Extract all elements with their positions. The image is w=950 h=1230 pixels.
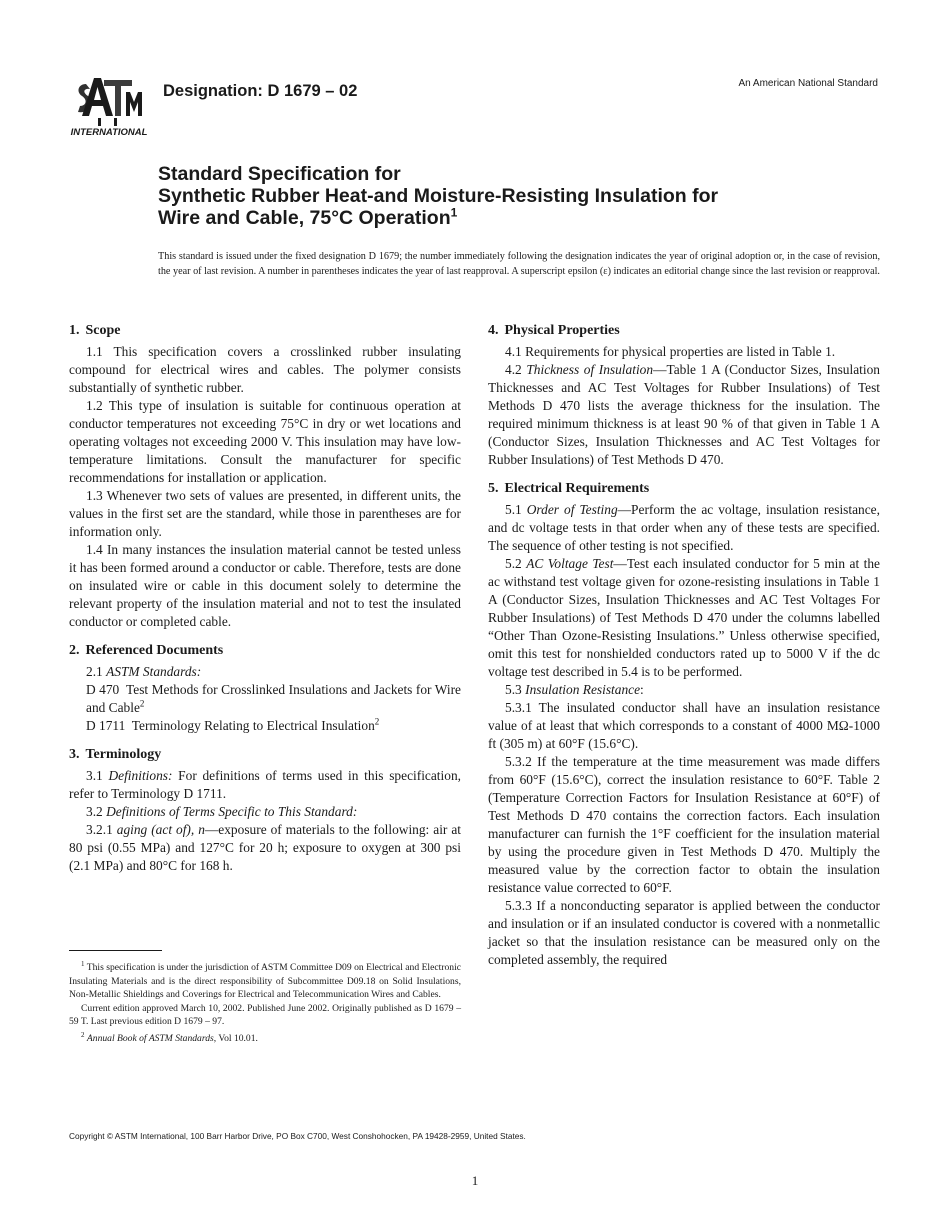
section-terminology [69, 746, 461, 875]
paragraph: 3.1 Definitions: For definitions of terms used in this specification, refer to Terminology D 1711. [69, 768, 461, 801]
right-column [488, 322, 880, 980]
footnote-2: $^2$ Annual Book of ASTM Standards, Vol 10.01. [81, 1030, 258, 1044]
section-heading: 5. Electrical Requirements [488, 481, 650, 496]
left-column [69, 322, 461, 886]
astm-emblem-icon [78, 78, 142, 126]
logo-wordmark: INTERNATIONAL [70, 127, 148, 138]
reference-item: D 1711 Terminology Relating to Electrical Insulation$^2$ [86, 716, 380, 733]
paragraph: 3.2.1 aging (act of), n—exposure of materials to the following: air at 80 psi (0.55 MPa) and 127°C for 20 h; exposure to oxygen at 300 psi (2.1 MPa) and 80°C for 168 h. [69, 822, 461, 873]
footnote-1-edition: Current edition approved March 10, 2002. Published June 2002. Originally published as D 1679 – 59 T. Last previous edition D 1679 – 97. [69, 1002, 461, 1028]
footnotes [69, 958, 461, 1045]
copyright-notice: Copyright © ASTM International, 100 Barr Harbor Drive, PO Box C700, West Conshohocken, PA 19428-2959, United States. [69, 1131, 526, 1141]
paragraph: 4.2 Thickness of Insulation—Table 1 A (Conductor Sizes, Insulation Thicknesses and AC Test Voltages for Rubber Insulations) of Test Methods D 470 lists the average thickness for the insulation. The required minimum thickness is at least 90 % of that given in Table 1 A (Conductor Sizes, Insulation Thicknesses and AC Test Voltages for Rubber Insulations) of Test Methods D 470. [488, 362, 880, 467]
paragraph: 1.3 Whenever two sets of values are presented, in different units, the values in the first set are the standard, while those in parentheses are for information only. [69, 488, 461, 539]
paragraph: 2.1 ASTM Standards: [86, 664, 202, 679]
paragraph: 1.4 In many instances the insulation material cannot be tested unless it has been formed around a conductor or cable. Therefore, tests are done on insulated wire or cable in this document solely to determine the relevant property of the insulation material and not to test the insulated conductor or completed cable. [69, 542, 461, 629]
section-physical-properties [488, 322, 880, 469]
title-line-3-text: Wire and Cable, 75°C Operation [158, 207, 451, 229]
document-title [158, 163, 858, 229]
title-line-2: Synthetic Rubber Heat-and Moisture-Resisting Insulation for [158, 185, 719, 207]
paragraph: 5.2 AC Voltage Test—Test each insulated conductor for 5 min at the ac withstand test voltage given for ozone-resisting insulations in Table 1 A (Conductor Sizes, Insulation Thicknesses and AC Test Voltages For Rubber Insulations) of Test Methods D 470 under the columns labelled “Other Than Ozone-Resisting Insulations.” Unless otherwise specified, omit this test for nonshielded conductors rated up to 5000 V if the dc voltage test described in 5.4 is to be performed. [488, 556, 880, 679]
paragraph: 4.1 Requirements for physical properties are listed in Table 1. [505, 344, 836, 359]
footnote-divider [69, 950, 162, 951]
astm-logo [68, 72, 150, 140]
section-heading: 4. Physical Properties [488, 323, 620, 338]
section-heading: 1. Scope [69, 323, 121, 338]
page-number: 1 [471, 1173, 479, 1188]
title-line-1: Standard Specification for [158, 163, 401, 185]
section-heading: 2. Referenced Documents [69, 643, 224, 658]
reference-item: D 470 Test Methods for Crosslinked Insulations and Jackets for Wire and Cable$^2$ [86, 682, 461, 715]
national-standard-label: An American National Standard [738, 78, 878, 89]
section-electrical-requirements [488, 480, 880, 969]
paragraph: 1.2 This type of insulation is suitable for continuous operation at conductor temperatures not exceeding 75°C in dry or wet locations and operating voltages not exceeding 2000 V. This insulation may have low-temperature limitations. Consult the manufacturer for specific recommendations for installation or application. [69, 398, 461, 485]
paragraph: 5.3.2 If the temperature at the time measurement was made differs from 60°F (15.6°C), correct the insulation resistance to 60°F. Table 2 (Temperature Correction Factors for Insulation Resistance at 60°F) of Test Methods D 470 contains the correction factors. Each insulation manufacturer can furnish the 1°F coefficient for the insulation material by using the procedure given in Test Methods D 470. Multiply the measured value by the correction factor to obtain the insulation resistance value corrected to 60°F. [488, 754, 880, 895]
paragraph: 5.3 Insulation Resistance: [505, 682, 644, 697]
footnote-1: $^1$ This specification is under the jurisdiction of ASTM Committee D09 on Electrical and Electronic Insulating Materials and is the direct responsibility of Subcommittee D09.18 on Solid Insulations, Non-Metallic Shieldings and Coverings for Electrical and Telecommunication Wires and Cables. [69, 960, 461, 1001]
title-footnote-mark: 1 [450, 205, 458, 220]
preface-note: This standard is issued under the fixed designation D 1679; the number immediately following the designation indicates the year of original adoption or, in the case of revision, the year of last revision. A number in parentheses indicates the year of last reapproval. A superscript epsilon (ε) indicates an editorial change since the last revision or reapproval. [158, 251, 880, 277]
section-scope [69, 322, 461, 631]
title-line-3 [158, 207, 858, 229]
paragraph: 5.3.3 If a nonconducting separator is applied between the conductor and insulation or if an insulated conductor is covered with a nonmetallic jacket so that the insulation resistance can be measured only on the completed assembly, the required [488, 898, 880, 967]
paragraph: 3.2 Definitions of Terms Specific to This Standard: [86, 804, 358, 819]
designation: Designation: D 1679 – 02 [163, 82, 358, 100]
section-heading: 3. Terminology [69, 747, 162, 762]
paragraph: 5.1 Order of Testing—Perform the ac voltage, insulation resistance, and dc voltage tests in that order when any of these tests are specified. The sequence of other testing is not specified. [488, 502, 880, 553]
paragraph: 1.1 This specification covers a crosslinked rubber insulating compound for electrical wires and cables. The polymer consists substantially of synthetic rubber. [69, 344, 461, 395]
section-referenced-documents [69, 642, 461, 735]
paragraph: 5.3.1 The insulated conductor shall have an insulation resistance value of at least that which corresponds to a constant of 4000 MΩ-1000 ft (305 m) at 60°F (15.6°C). [488, 700, 880, 751]
